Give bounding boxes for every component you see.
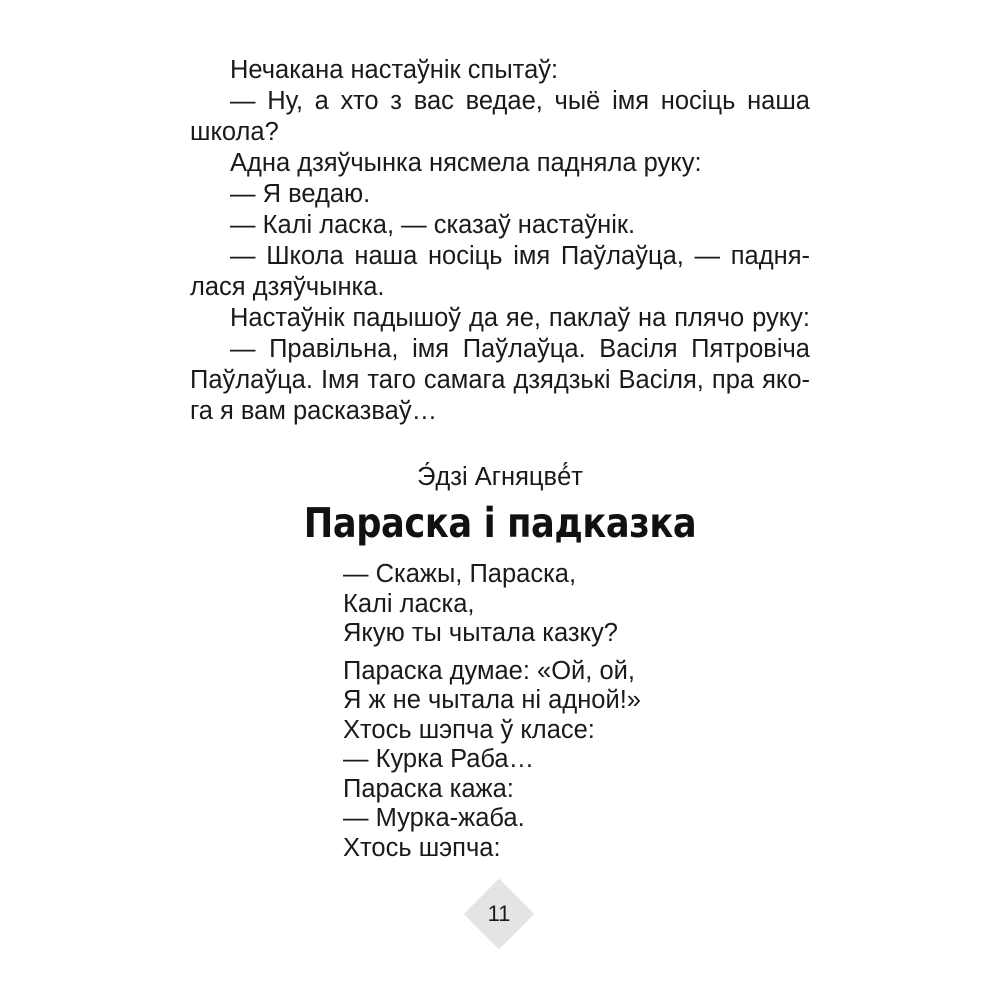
page-number-badge — [464, 879, 534, 949]
poem-line: Параска кажа: — [343, 774, 514, 803]
story-prose — [190, 55, 810, 427]
poem-line: — Скажы, Параска, — [343, 560, 577, 588]
prose-line: Настаўнік падышоў да яе, паклаў на плячо руку: — [230, 304, 810, 332]
prose-line: — Ну, а хто з вас ведае, чыё імя носіць наша — [230, 87, 810, 115]
poem-line: Хтось шэпча ў класе: — [343, 715, 595, 744]
poem-line: Я ж не чытала ні адной!» — [343, 686, 641, 714]
prose-line: га я вам расказваў… — [190, 397, 438, 425]
poem-body — [343, 560, 641, 863]
poem-line: — Курка Раба… — [343, 745, 535, 773]
poem-author: Э́дзі Агняцвé́т — [417, 463, 583, 491]
prose-line: школа? — [190, 118, 279, 146]
prose-line: лася дзяўчынка. — [190, 273, 385, 301]
poem-line: Параска думае: «Ой, ой, — [343, 656, 635, 685]
page-number: 11 — [487, 901, 511, 926]
prose-line: Нечакана настаўнік спытаў: — [230, 56, 559, 84]
poem-line: Хтось шэпча: — [343, 833, 501, 862]
poem-title: Параска і падказка — [303, 499, 697, 547]
poem-line: Калі ласка, — [343, 589, 475, 618]
prose-line: — Калі ласка, — сказаў настаўнік. — [230, 211, 636, 239]
poem-stanza-1 — [343, 560, 641, 649]
prose-line: Адна дзяўчынка нясмела падняла руку: — [230, 149, 702, 177]
prose-line: — Школа наша носіць імя Паўлаўца, — падня- — [230, 242, 810, 270]
prose-line: — Я ведаю. — [230, 180, 371, 208]
poem-stanza-2 — [343, 657, 641, 864]
poem-line: Якую ты чытала казку? — [343, 619, 618, 647]
prose-line: — Правільна, імя Паўлаўца. Васіля Пятровіча — [230, 335, 810, 363]
poem-line: — Мурка-жаба. — [343, 804, 525, 832]
prose-line: Паўлаўца. Імя таго самага дзядзькі Васіля, пра яко- — [190, 366, 810, 394]
